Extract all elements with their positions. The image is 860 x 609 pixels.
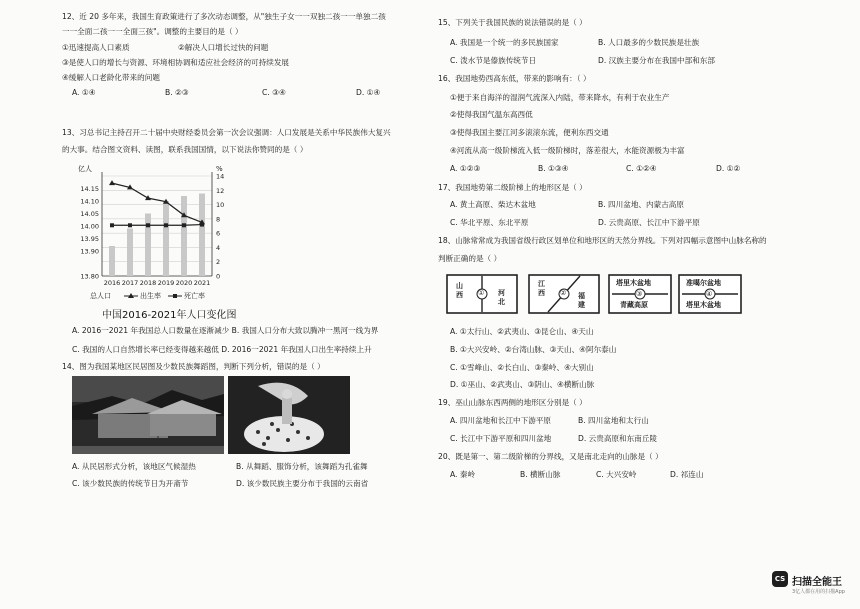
q17-option-b: B. 四川盆地、内蒙古高原 (598, 200, 684, 209)
q19-option-d: D. 云贵高原和东南丘陵 (578, 434, 658, 443)
map4-bottom-label: 塔里木盆地 (686, 301, 721, 309)
q16-option-a: A. ①②③ (450, 164, 481, 173)
y-right-tick: 4 (216, 243, 221, 252)
q18-stem-line1: 18、山脉常常成为我国省级行政区划单位和地形区的天然分界线。下列对四幅示意图中山脉名称的 (438, 236, 767, 245)
y-right-tick: 2 (216, 258, 221, 267)
q16-option-c: C. ①②④ (626, 164, 657, 173)
map4-top-label: 准噶尔盆地 (686, 279, 721, 287)
map2-left-label: 江西 (538, 280, 545, 297)
y-left-tick: 14.00 (80, 222, 99, 231)
map2-number: ② (560, 289, 567, 297)
q12-option-b: B. ②③ (165, 88, 189, 97)
map1-left-label: 山西 (456, 282, 463, 299)
q20-stem: 20、既是第一、第二级阶梯的分界线，又是南北走向的山脉是（ ） (438, 452, 663, 461)
q15-stem: 15、下列关于我国民族的说法错误的是（ ） (438, 18, 587, 27)
population-chart (64, 160, 234, 302)
bar-total-population (181, 196, 187, 276)
q20-option-d: D. 祁连山 (670, 470, 704, 479)
y-left-tick: 14.15 (80, 185, 99, 193)
point-death-rate (110, 223, 114, 227)
y-right-tick: 6 (216, 229, 221, 238)
bar-total-population (199, 194, 205, 277)
q15-option-b: B. 人口最多的少数民族是壮族 (598, 38, 700, 47)
point-death-rate (128, 223, 132, 227)
legend-birth-rate: 出生率 (140, 292, 161, 300)
y-right-unit: % (216, 165, 223, 173)
q12-statement-4: ④缓解人口老龄化带来的问题 (62, 73, 160, 82)
q12-statement-2: ②解决人口增长过快的问题 (178, 43, 269, 52)
y-right-tick: 0 (216, 272, 221, 281)
q18-stem-line2: 判断正确的是（ ） (438, 254, 502, 263)
y-left-tick: 13.90 (80, 247, 99, 256)
map3-bottom-label: 青藏高原 (620, 301, 648, 309)
line-death-rate (112, 225, 202, 226)
dwelling-photo (72, 376, 224, 454)
q17-option-a: A. 黄土高原、柴达木盆地 (450, 200, 536, 209)
q19-option-c: C. 长江中下游平原和四川盆地 (450, 434, 552, 443)
q19-option-b: B. 四川盆地和太行山 (578, 416, 649, 425)
q12-statement-1: ①迅速提高人口素质 (62, 43, 130, 52)
legend-total-population: 总人口 (90, 292, 111, 300)
q16-statement-3: ③使得我国主要江河多滚滚东流，便利东西交通 (450, 128, 609, 137)
point-death-rate (182, 223, 186, 227)
q16-statement-1: ①便于来自海洋的湿润气流深入内陆，带来降水，有利于农业生产 (450, 93, 670, 102)
q18-option-c: C. ①雪峰山、②长白山、③秦岭、④大别山 (450, 363, 594, 372)
x-tick: 2021 (193, 279, 211, 287)
map1-number: ① (478, 289, 485, 297)
y-right-tick: 12 (216, 186, 225, 195)
bar-total-population (109, 246, 115, 276)
q20-option-a: A. 秦岭 (450, 470, 476, 479)
q16-statement-4: ④河流从高一级阶梯流入低一级阶梯时，落差很大，水能资源极为丰富 (450, 146, 685, 155)
y-right-tick: 10 (216, 201, 225, 210)
q16-statement-2: ②使得我国气温东高西低 (450, 110, 533, 119)
q14-option-c: C. 该少数民族的传统节日为开斋节 (72, 479, 189, 488)
q13-options-ab: A. 2016一2021 年我国总人口数量在逐渐减少 B. 我国人口分布大致以腾冲一黑河一线为界 (72, 326, 379, 335)
q12-option-c: C. ③④ (262, 88, 286, 97)
q17-option-d: D. 云贵高原、长江中下游平原 (598, 218, 700, 227)
q19-stem: 19、巫山山脉东西两侧的地形区分别是（ ） (438, 398, 587, 407)
y-left-tick: 14.05 (80, 210, 99, 218)
y-left-tick: 14.10 (80, 197, 99, 206)
point-death-rate (164, 223, 168, 227)
x-tick: 2018 (139, 279, 157, 287)
x-tick: 2016 (103, 279, 121, 287)
q15-option-a: A. 我国是一个统一的多民族国家 (450, 38, 559, 47)
q13-stem-line1: 13、习总书记主持召开二十届中央财经委员会第一次会议强调：人口发展是关系中华民族伟大复兴 (62, 128, 391, 137)
point-birth-rate (145, 195, 151, 200)
watermark-tagline: 3亿人都在用的扫描App (792, 589, 845, 595)
legend-death-rate: 死亡率 (184, 292, 205, 300)
q17-stem: 17、我国地势第二级阶梯上的地形区是（ ） (438, 183, 587, 192)
dance-photo (228, 376, 350, 454)
y-left-tick: 13.95 (80, 235, 99, 243)
chart-title: 中国2016-2021年人口变化图 (102, 310, 237, 321)
q13-options-cd: C. 我国的人口自然增长率已经变得越来越低 D. 2016一2021 年我国人口出生率持续上升 (72, 345, 372, 354)
bar-total-population (127, 229, 133, 277)
point-death-rate (200, 223, 204, 227)
line-birth-rate (112, 183, 202, 222)
x-tick: 2017 (121, 279, 139, 287)
point-birth-rate (109, 180, 115, 185)
watermark-app-name: 扫描全能王 (792, 577, 842, 588)
map3-number: ③ (636, 290, 643, 298)
q15-option-d: D. 汉族主要分布在我国中部和东部 (598, 56, 715, 65)
q16-option-b: B. ①③④ (538, 164, 569, 173)
map3-top-label: 塔里木盆地 (616, 279, 651, 287)
q14-stem: 14、图为我国某地区民居图及少数民族舞蹈图，判断下列分析，错误的是（ ） (62, 362, 325, 371)
y-right-tick: 14 (216, 172, 225, 181)
q16-stem: 16、我国地势西高东低，带来的影响有：（ ） (438, 74, 591, 83)
q14-option-a: A. 从民居形式分析，该地区气候湿热 (72, 462, 196, 471)
y-left-tick: 13.80 (80, 272, 99, 281)
q12-option-d: D. ①④ (356, 88, 381, 97)
q18-option-d: D. ①巫山、②武夷山、③阴山、④横断山脉 (450, 380, 595, 389)
y-right-tick: 8 (216, 215, 221, 224)
bar-total-population (163, 201, 169, 276)
q20-option-c: C. 大兴安岭 (596, 470, 637, 479)
legend-death-marker (173, 294, 177, 298)
q16-option-d: D. ①② (716, 164, 741, 173)
q12-stem-line2: 一一全面二孩一一全面三孩"。调整的主要目的是（ ） (62, 27, 243, 36)
map1-right-label: 河北 (498, 289, 505, 306)
q14-option-b: B. 从舞蹈、服饰分析，该舞蹈为孔雀舞 (236, 462, 368, 471)
q18-option-b: B. ①大兴安岭、②台湾山脉、③天山、④阿尔泰山 (450, 345, 617, 354)
x-tick: 2020 (175, 279, 193, 287)
q13-stem-line2: 的大事。结合图文资料、读图，联系我国国情，以下说法你赞同的是（ ） (62, 145, 308, 154)
q12-statement-3: ③是使人口的增长与资源、环境相协调和适应社会经济的可持续发展 (62, 58, 290, 67)
x-tick: 2019 (157, 279, 175, 287)
map2-right-label: 福建 (578, 292, 585, 309)
q12-stem-line1: 12、近 20 多年来，我国生育政策进行了多次动态调整，从"独生子女一一双独二孩一一单独二孩 (62, 12, 386, 21)
map4-number: ④ (706, 290, 713, 298)
q14-option-d: D. 该少数民族主要分布于我国的云南省 (236, 479, 369, 488)
camscanner-logo-icon: CS (772, 571, 788, 587)
q19-option-a: A. 四川盆地和长江中下游平原 (450, 416, 552, 425)
q15-option-c: C. 泼水节是傣族传统节日 (450, 56, 537, 65)
y-left-unit: 亿人 (78, 165, 92, 173)
bar-total-population (145, 214, 151, 277)
point-death-rate (146, 223, 150, 227)
q18-option-a: A. ①太行山、②武夷山、③昆仑山、④天山 (450, 327, 594, 336)
q12-option-a: A. ①④ (72, 88, 96, 97)
q17-option-c: C. 华北平原、东北平原 (450, 218, 529, 227)
q20-option-b: B. 横断山脉 (520, 470, 561, 479)
